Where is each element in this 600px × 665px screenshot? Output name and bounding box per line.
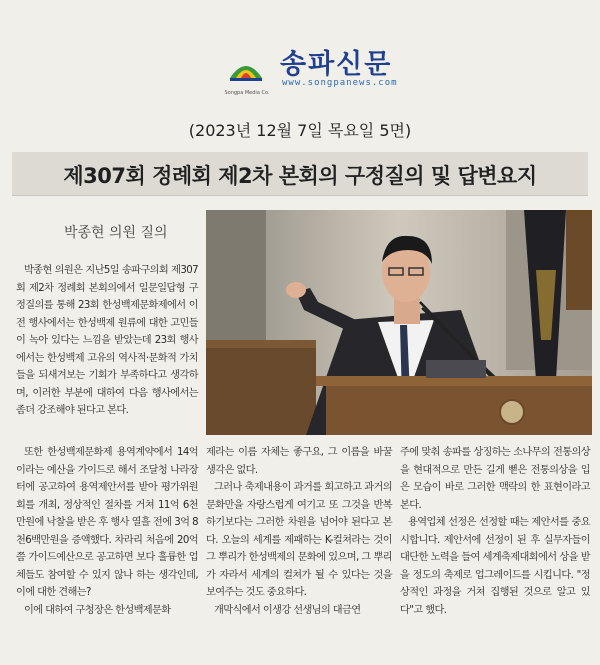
- article-headline: 제307회 정례회 제2차 본회의 구정질의 및 답변요지: [63, 164, 537, 188]
- headline-bar: [12, 152, 588, 196]
- article-column-3: [400, 444, 590, 619]
- article-column-1-bottom: [16, 444, 198, 619]
- publication-dateline: (2023년 12월 7일 목요일 5면): [188, 121, 412, 140]
- newspaper-logo-icon: [226, 48, 266, 88]
- paragraph: 박종현 의원은 지난5일 송파구의회 제307회 제2차 정례회 본회의에서 일문일답형 구정질의를 통해 23회 한성백제문화제에서 이전 행사에서는 한성백제 원류에 대한 고민들이 녹아 있다는 느낌을 받았는데 23회 행사에서는 한성백제 고유의 역사적·문화적 가치들을 되새겨보는 기회가 부족하다고 생각하며, 이러한 부분에 대하여 다음 행사에서는 좀더 강조해야 된다고 본다.: [16, 265, 198, 416]
- article-column-2: [206, 444, 392, 619]
- paragraph: 또한 한성백제문화제 용역계약에서 14억이라는 예산을 가이드로 해서 조달청 나라장터에 공고하여 용역제안서를 받아 평가위원회를 개최, 정상적인 절차를 거쳐 11억 6천만원에 낙찰을 받은 후 행사 열흘 전에 3억 8천6백만원을 증액했다. 차라리 처음에 20억쯤 가이드예산으로 공고하면 보다 훌륭한 업체들도 참여할 수 있지 않나 하는 생각인데, 이에 대한 견해는?: [16, 447, 198, 598]
- article-photo: [206, 210, 592, 435]
- paragraph: 용역업체 선정은 선정할 때는 제안서를 중요시합니다. 제안서에 선정이 된 후 실무자들이 대단한 노력을 들여 세계축제대회에서 상을 받을 정도의 축제로 업그레이드를 시킵니다. "정상적인 과정을 거쳐 집행된 것으로 알고 있다"고 했다.: [400, 517, 590, 616]
- paragraph: 제라는 이름 자체는 좋구요, 그 이름을 바꿀 생각은 없다.: [206, 447, 392, 476]
- logo-caption: Songpa Media Co.: [224, 90, 270, 96]
- newspaper-url: www.songpanews.com: [282, 78, 398, 88]
- paragraph: 이에 대하여 구청장은 한성백제문화: [24, 604, 171, 616]
- paragraph: 개막식에서 이생강 선생님의 대금연: [214, 604, 361, 616]
- paragraph: 주에 맞춰 송파를 상징하는 소나무의 전통의상을 현대적으로 만든 길게 뻗은 전통의상을 입은 모습이 바로 그러한 맥락의 한 표현이라고 본다.: [400, 447, 590, 511]
- paragraph: 그러나 축제내용이 과거를 회고하고 과거의 문화만을 자랑스럽게 여기고 또 그것을 반복하기보다는 그러한 차원을 넘어야 된다고 본다. 오늘의 세계를 제패하는 K-컬쳐라는 것이 그 뿌리가 한성백제의 문화에 있으며, 그 뿌리가 자라서 세계의 컬쳐가 될 수 있다는 것을 보여주는 것도 중요하다.: [206, 482, 392, 598]
- masthead: [0, 40, 600, 100]
- newspaper-title: 송파신문: [280, 49, 393, 80]
- article-column-1-top: [16, 262, 198, 420]
- section-title: 박종현 의원 질의: [64, 225, 168, 241]
- photo-illustration: [206, 210, 592, 435]
